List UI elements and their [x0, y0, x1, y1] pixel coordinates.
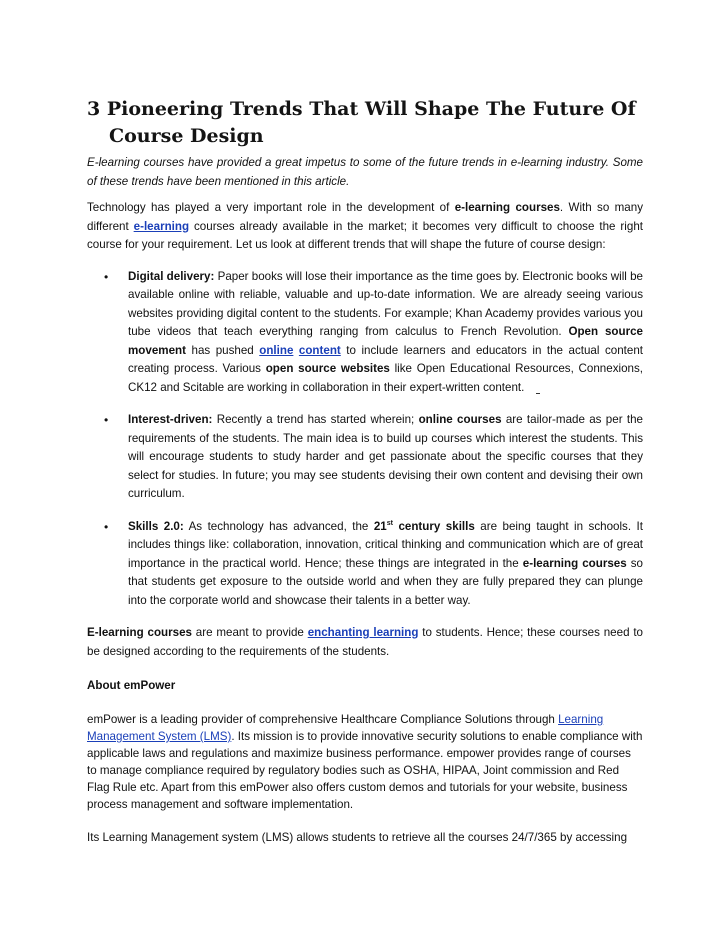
stray-mark [536, 393, 540, 394]
link-e-learning[interactable]: e-learning [133, 219, 190, 233]
article [87, 96, 643, 846]
paragraph-conclusion: E-learning courses are meant to provide enchanting learning to students. Hence; these courses need to be designed according to the requirements of the students. [87, 626, 643, 658]
list-item-skills: • Skills 2.0: As technology has advanced, the 21st century skills are being taught in schools. It includes things like: collaboration, innovation, critical thinking and communication which are of great importance in the practical world. Hence; these things are integrated in the e-learning courses so that students get exposure to the outside world and when they are fully prepared they can plunge into the corporate world and showcase their talents in a better way. [104, 519, 644, 607]
list-item-interest-driven: • Interest-driven: Recently a trend has started wherein; online courses are tailor-made as per the requirements of the students. The main idea is to build up courses which interest the students. This will encourage students to study harder and get passionate about the specific courses that they select for studies. In future; you may see students devising their own content and devising their own curriculum. [104, 413, 643, 500]
bold-e-learning-courses: e-learning courses [454, 201, 560, 214]
paragraph-technology: Technology has played a very important role in the development of e-learning courses. With so many different e-learning courses already available in the market; it becomes very difficult to choose the right course for your requirement. Let us look at different trends that will shape the future of course design: [87, 201, 644, 251]
bullet-icon: • [104, 269, 109, 284]
link-online[interactable]: online [259, 343, 294, 357]
trends-list [87, 268, 643, 611]
bullet-icon: • [104, 519, 109, 534]
intro-paragraph: E-learning courses have provided a great impetus to some of the future trends in e-learning industry. Some of these trends have been mentioned in this article. [87, 156, 643, 188]
link-content[interactable]: content [298, 343, 341, 357]
link-enchanting-learning[interactable]: enchanting learning [307, 626, 419, 639]
bullet-icon: • [104, 413, 109, 427]
article-title: 3 Pioneering Trends That Will Shape The Future Of Course Design [87, 98, 636, 147]
paragraph-about: emPower is a leading provider of comprehensive Healthcare Compliance Solutions through Learning Management System (LMS). Its mission is to provide innovative security solutions to enable compliance with applicable laws and regulations and maximize business performance. empower provides range of courses to manage compliance required by regulatory bodies such as OSHA, HIPAA, Joint commission and Red Flag Rule etc. Apart from this emPower also offers custom demos and tutorials for your website, business process management and software implementation. [87, 713, 643, 811]
paragraph-final: Its Learning Management system (LMS) allows students to retrieve all the courses 24/7/365 by accessing [87, 831, 628, 844]
link-lms[interactable]: Learning Management System (LMS) [87, 713, 604, 743]
about-heading: About emPower [87, 679, 176, 692]
list-item-digital-delivery: • Digital delivery: Paper books will lose their importance as the time goes by. Electronic books will be available online with reliable, valuable and up-to-date information. We are already seeing various websites providing digital content to the students. For example; Khan Academy provides various you tube videos that teach everything ranging from calculus to French Revolution. Open source movement has pushed online content to include learners and educators in the actual content creating process. Various open source websites like Open Educational Resources, Connexions, CK12 and Scitable are working in collaboration in their expert-written content. [104, 269, 643, 394]
